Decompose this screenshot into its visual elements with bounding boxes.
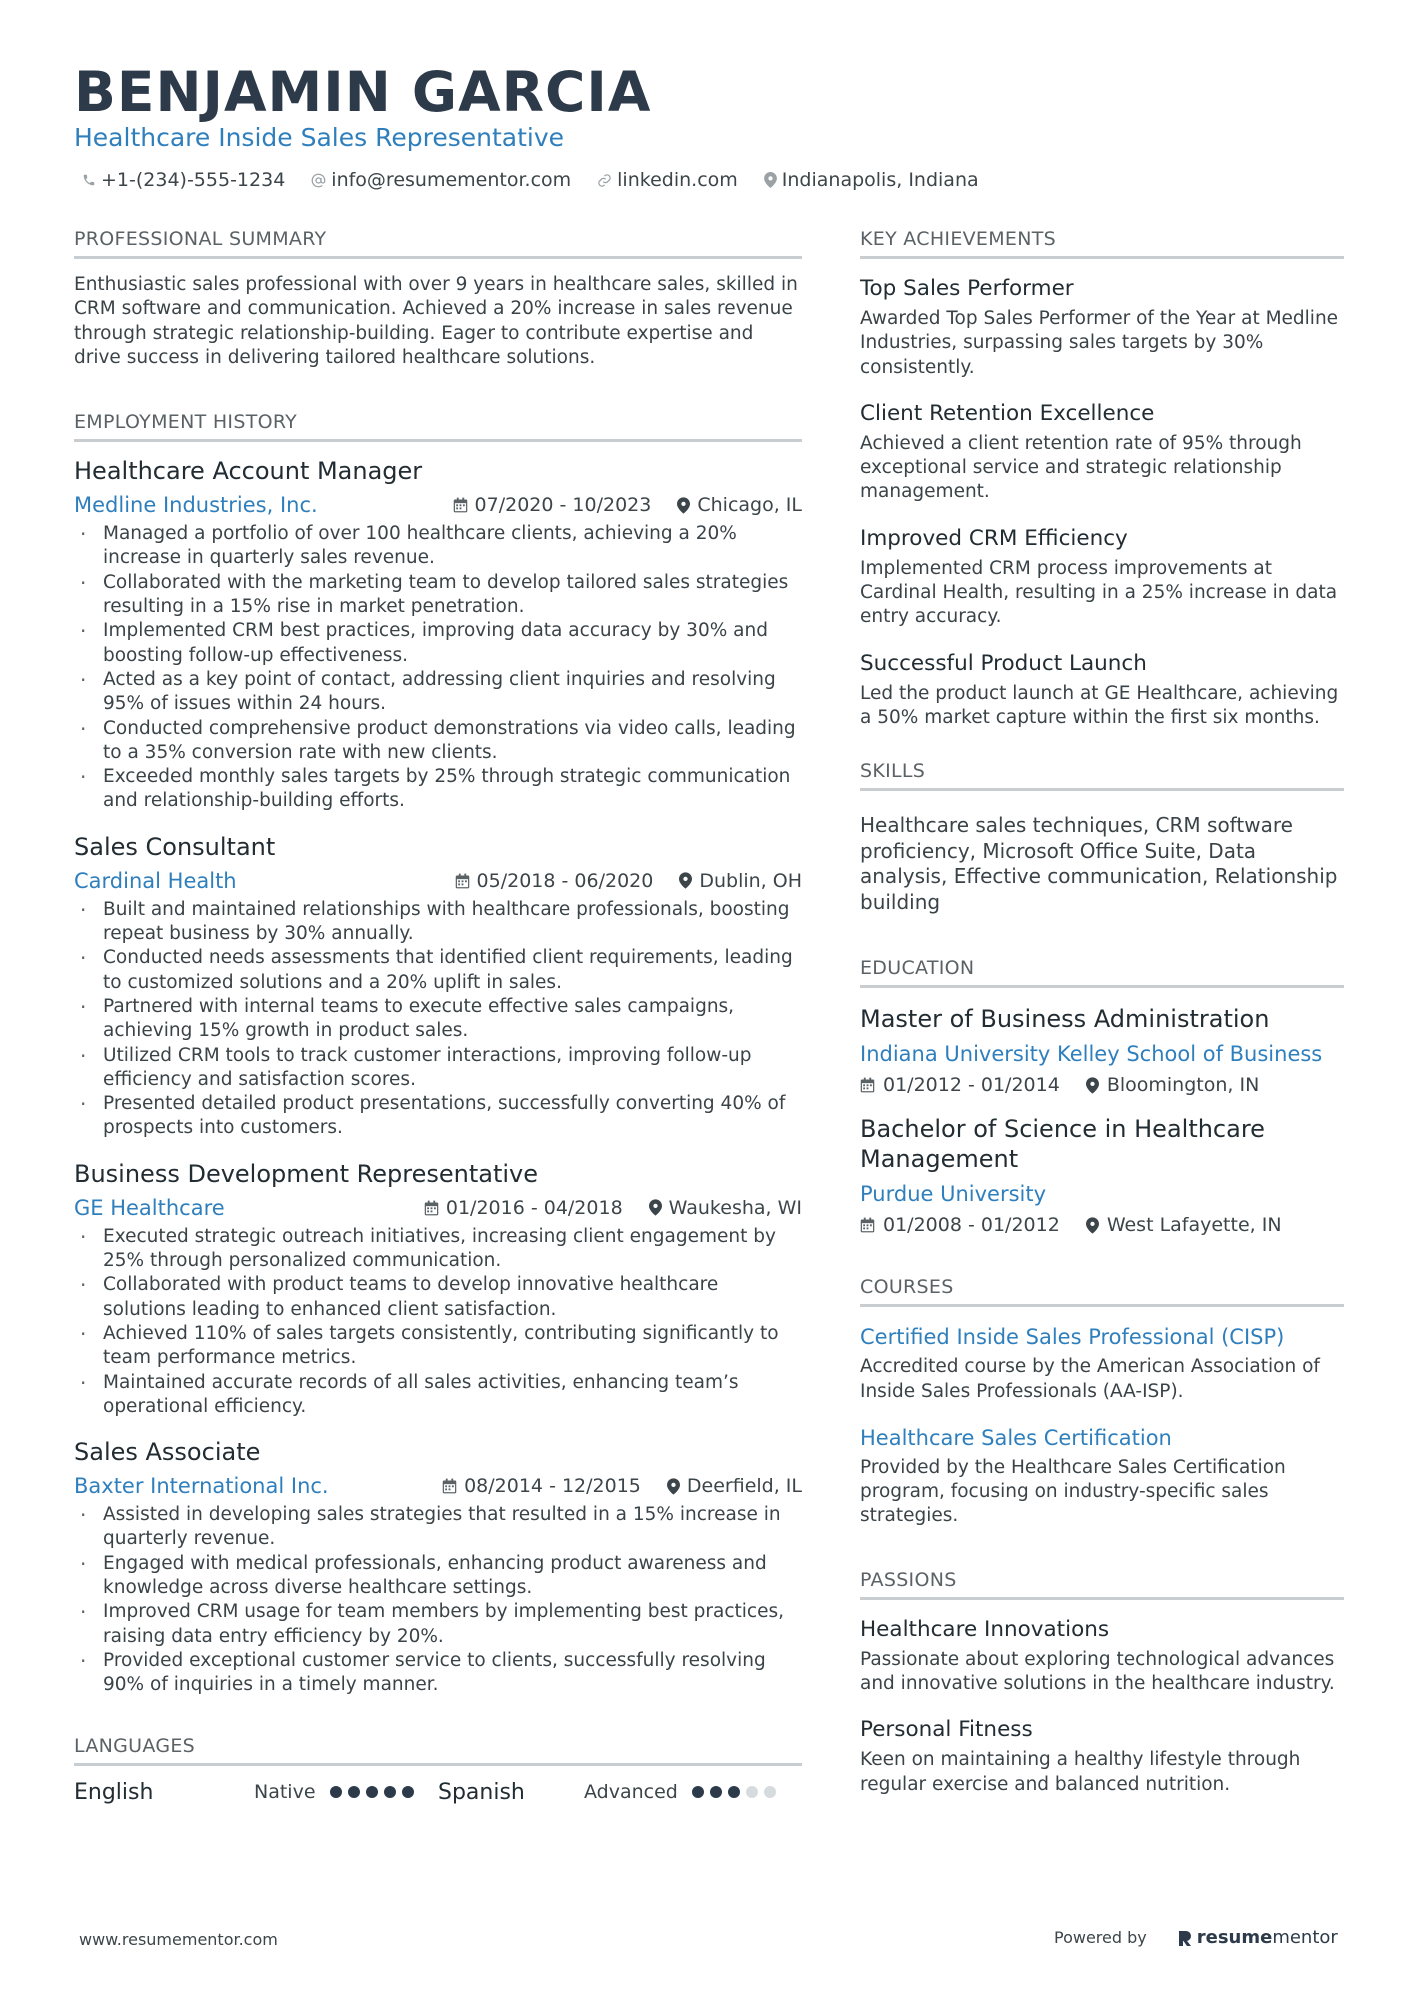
email-text: info@resumementor.com <box>331 169 572 191</box>
job-dates: 07/2020 - 10/2023 <box>474 494 652 517</box>
employment-section <box>74 409 802 1697</box>
job-bullets <box>74 1503 802 1697</box>
section-heading: SKILLS <box>860 758 1344 791</box>
course-text: Provided by the Healthcare Sales Certification program, focusing on industry-specific sales strategies. <box>860 1456 1286 1527</box>
job-title: Business Development Representative <box>74 1159 539 1188</box>
right-column <box>860 226 1344 1797</box>
education-section <box>860 955 1344 1236</box>
brand-name-bold: resume <box>1196 1927 1273 1948</box>
language-rating <box>692 1786 782 1798</box>
job-title: Sales Consultant <box>74 832 276 861</box>
calendar-icon <box>424 1200 439 1216</box>
phone-text: +1-(234)-555-1234 <box>101 169 286 191</box>
job-location: Deerfield, IL <box>686 1475 802 1498</box>
list-item: · Presented detailed product presentations, successfully converting 40% of prospects into customers. <box>74 1092 802 1141</box>
achievement-item <box>860 400 1344 505</box>
achievement-text: Implemented CRM process improvements at Cardinal Health, resulting in a 25% increase in data entry accuracy. <box>860 557 1338 628</box>
job-dates: 01/2016 - 04/2018 <box>445 1196 623 1219</box>
section-heading: COURSES <box>860 1274 1344 1307</box>
brand-logo-icon <box>1177 1929 1193 1947</box>
location-pin-icon <box>764 172 777 188</box>
section-heading: EDUCATION <box>860 955 1344 988</box>
job-location: Dublin, OH <box>699 869 802 892</box>
location-text: Indianapolis, Indiana <box>781 169 979 191</box>
job-entry <box>74 456 802 814</box>
location-pin-icon <box>1086 1077 1099 1094</box>
list-item: · Engaged with medical professionals, enhancing product awareness and knowledge across diverse healthcare settings. <box>74 1552 802 1601</box>
job-meta <box>74 1193 802 1223</box>
rating-dot-filled <box>710 1786 722 1798</box>
education-meta <box>860 1074 1344 1096</box>
contact-phone[interactable] <box>82 169 285 191</box>
rating-dot-filled <box>728 1786 740 1798</box>
job-location: Chicago, IL <box>697 494 802 517</box>
achievement-item <box>860 525 1344 630</box>
brand-logo[interactable] <box>1177 1927 1338 1948</box>
rating-dot-filled <box>366 1786 378 1798</box>
language-item <box>74 1780 438 1805</box>
calendar-icon <box>442 1478 457 1494</box>
jobs-list <box>74 456 802 1697</box>
link-icon <box>597 173 612 188</box>
education-meta <box>860 1214 1344 1236</box>
list-item: · Collaborated with product teams to develop innovative healthcare solutions leading to enhanced client satisfaction. <box>74 1273 802 1322</box>
achievement-text: Achieved a client retention rate of 95% through exceptional service and strategic relationship management. <box>860 432 1302 503</box>
list-item: · Maintained accurate records of all sales activities, enhancing team’s operational efficiency. <box>74 1371 802 1420</box>
rating-dot-empty <box>746 1786 758 1798</box>
job-location: Waukesha, WI <box>668 1196 802 1219</box>
location-pin-icon <box>649 1199 662 1216</box>
job-bullets <box>74 1225 802 1419</box>
language-name: Spanish <box>438 1779 525 1805</box>
job-bullets <box>74 522 802 814</box>
list-item: · Improved CRM usage for team members by implementing best practices, raising data entry efficiency by 20%. <box>74 1600 802 1649</box>
phone-icon <box>82 173 96 187</box>
job-meta <box>74 490 802 520</box>
passion-title: Healthcare Innovations <box>860 1616 1110 1642</box>
job-dates: 08/2014 - 12/2015 <box>464 1475 641 1498</box>
list-item: · Collaborated with the marketing team to develop tailored sales strategies resulting in a 15% rise in market penetration. <box>74 571 802 620</box>
achievement-title: Improved CRM Efficiency <box>860 525 1128 551</box>
list-item: · Provided exceptional customer service to clients, successfully resolving 90% of inquiries in a timely manner. <box>74 1649 802 1698</box>
rating-dot-filled <box>384 1786 396 1798</box>
footer-brand <box>1054 1927 1338 1948</box>
passion-item <box>860 1716 1344 1797</box>
skills-text: Healthcare sales techniques, CRM software proficiency, Microsoft Office Suite, Data analysis, Effective communication, Relationship building <box>860 813 1338 914</box>
linkedin-text: linkedin.com <box>617 169 738 191</box>
job-bullets <box>74 898 802 1141</box>
location-pin-icon <box>1086 1217 1099 1234</box>
course-title: Certified Inside Sales Professional (CISP) <box>860 1325 1285 1350</box>
languages-row <box>74 1772 802 1812</box>
passion-title: Personal Fitness <box>860 1717 1033 1743</box>
job-meta <box>74 1471 802 1501</box>
list-item: · Assisted in developing sales strategies that resulted in a 15% increase in quarterly revenue. <box>74 1503 802 1552</box>
education-location: West Lafayette, IN <box>1106 1214 1282 1237</box>
location-pin-icon <box>677 497 690 514</box>
job-company: Cardinal Health <box>74 868 237 893</box>
list-item: · Built and maintained relationships with healthcare professionals, boosting repeat business by 30% annually. <box>74 898 802 947</box>
education-dates: 01/2012 - 01/2014 <box>883 1074 1060 1097</box>
contact-location <box>764 169 979 191</box>
summary-text: Enthusiastic sales professional with over 9 years in healthcare sales, skilled in CRM software and communication. Achieved a 20% increase in sales revenue through strategic relationship-building. Eager to contribute expertise and drive success in delivering tailored healthcare solutions. <box>74 274 798 368</box>
brand-name-light: mentor <box>1272 1927 1338 1948</box>
job-meta <box>74 866 802 896</box>
calendar-icon <box>455 873 470 889</box>
candidate-title: Healthcare Inside Sales Representative <box>74 123 564 152</box>
list-item: · Implemented CRM best practices, improving data accuracy by 30% and boosting follow-up effectiveness. <box>74 619 802 668</box>
list-item: · Exceeded monthly sales targets by 25% through strategic communication and relationship-building efforts. <box>74 765 802 814</box>
list-item: · Utilized CRM tools to track customer interactions, improving follow-up efficiency and satisfaction scores. <box>74 1044 802 1093</box>
at-icon <box>311 173 326 188</box>
rating-dot-filled <box>402 1786 414 1798</box>
education-degree: Master of Business Administration <box>860 1005 1270 1034</box>
section-heading: EMPLOYMENT HISTORY <box>74 409 802 442</box>
language-rating <box>330 1786 420 1798</box>
list-item: · Conducted comprehensive product demonstrations via video calls, leading to a 35% conversion rate with new clients. <box>74 717 802 766</box>
calendar-icon <box>860 1077 875 1093</box>
achievement-title: Top Sales Performer <box>860 276 1074 301</box>
language-item <box>438 1780 802 1805</box>
education-school: Purdue University <box>860 1182 1047 1207</box>
achievement-item <box>860 650 1344 731</box>
rating-dot-filled <box>692 1786 704 1798</box>
job-dates: 05/2018 - 06/2020 <box>476 869 654 892</box>
list-item: · Conducted needs assessments that identified client requirements, leading to customized solutions and a 20% uplift in sales. <box>74 946 802 995</box>
language-level: Advanced <box>584 1781 678 1804</box>
course-item <box>860 1424 1344 1529</box>
section-heading: PASSIONS <box>860 1567 1344 1600</box>
skills-section <box>860 758 1344 915</box>
powered-by-label: Powered by <box>1054 1928 1147 1947</box>
location-pin-icon <box>679 872 692 889</box>
passion-text: Passionate about exploring technological advances and innovative solutions in the healthcare industry. <box>860 1648 1335 1695</box>
passion-item <box>860 1616 1344 1697</box>
summary-section <box>74 226 802 370</box>
education-item <box>860 1114 1344 1236</box>
location-pin-icon <box>667 1478 680 1495</box>
calendar-icon <box>453 497 468 513</box>
section-heading: KEY ACHIEVEMENTS <box>860 226 1344 259</box>
education-item <box>860 1004 1344 1096</box>
achievement-item <box>860 275 1344 380</box>
job-entry <box>74 1159 802 1419</box>
job-entry <box>74 1437 802 1697</box>
list-item: · Managed a portfolio of over 100 healthcare clients, achieving a 20% increase in quarterly sales revenue. <box>74 522 802 571</box>
job-title: Sales Associate <box>74 1438 261 1467</box>
rating-dot-empty <box>764 1786 776 1798</box>
rating-dot-filled <box>348 1786 360 1798</box>
passions-section <box>860 1567 1344 1797</box>
rating-dot-filled <box>330 1786 342 1798</box>
list-item: · Acted as a key point of contact, addressing client inquiries and resolving 95% of issues within 24 hours. <box>74 668 802 717</box>
calendar-icon <box>860 1217 875 1233</box>
achievement-title: Client Retention Excellence <box>860 400 1155 426</box>
passion-text: Keen on maintaining a healthy lifestyle through regular exercise and balanced nutrition. <box>860 1749 1301 1795</box>
contact-linkedin[interactable] <box>597 169 738 191</box>
achievement-text: Awarded Top Sales Performer of the Year at Medline Industries, surpassing sales targets by 30% consistently. <box>860 308 1339 378</box>
list-item: · Achieved 110% of sales targets consistently, contributing significantly to team performance metrics. <box>74 1322 802 1371</box>
achievement-text: Led the product launch at GE Healthcare, achieving a 50% market capture within the first six months. <box>860 682 1339 728</box>
languages-section <box>74 1733 802 1812</box>
section-heading: LANGUAGES <box>74 1733 802 1766</box>
language-level: Native <box>254 1781 316 1804</box>
course-text: Accredited course by the American Association of Inside Sales Professionals (AA-ISP). <box>860 1356 1320 1402</box>
contact-bar <box>82 169 1005 191</box>
education-degree: Bachelor of Science in Healthcare Management <box>860 1115 1265 1174</box>
job-entry <box>74 832 802 1141</box>
language-name: English <box>74 1779 154 1805</box>
achievement-title: Successful Product Launch <box>860 650 1147 676</box>
achievements-section <box>860 226 1344 730</box>
courses-section <box>860 1274 1344 1528</box>
course-title: Healthcare Sales Certification <box>860 1425 1172 1450</box>
education-location: Bloomington, IN <box>1106 1074 1260 1097</box>
candidate-name: BENJAMIN GARCIA <box>74 60 652 124</box>
course-item <box>860 1323 1344 1404</box>
education-dates: 01/2008 - 01/2012 <box>883 1214 1060 1237</box>
job-company: Medline Industries, Inc. <box>74 493 318 518</box>
job-company: GE Healthcare <box>74 1195 225 1220</box>
list-item: · Partnered with internal teams to execute effective sales campaigns, achieving 15% growth in product sales. <box>74 995 802 1044</box>
education-school: Indiana University Kelley School of Business <box>860 1042 1323 1067</box>
section-heading: PROFESSIONAL SUMMARY <box>74 226 802 259</box>
contact-email[interactable] <box>311 169 571 191</box>
list-item: · Executed strategic outreach initiatives, increasing client engagement by 25% through personalized communication. <box>74 1225 802 1274</box>
job-company: Baxter International Inc. <box>74 1474 329 1499</box>
job-title: Healthcare Account Manager <box>74 457 423 486</box>
footer-website[interactable]: www.resumementor.com <box>79 1930 278 1949</box>
left-column <box>74 226 802 1812</box>
